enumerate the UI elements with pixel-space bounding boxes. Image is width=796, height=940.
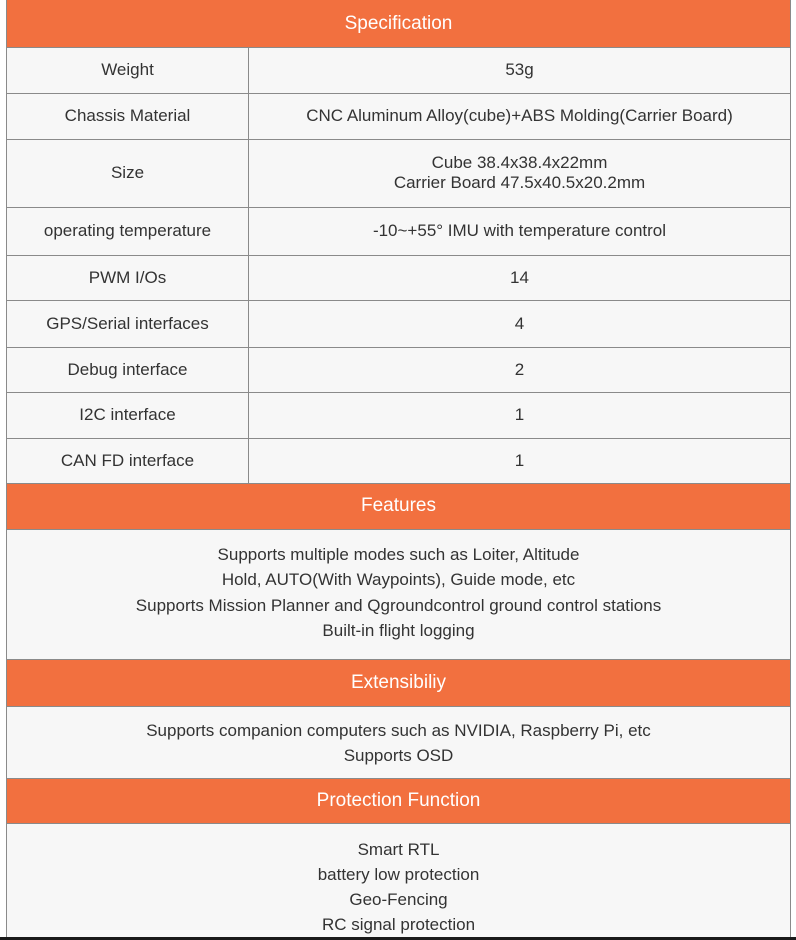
spec-label: Chassis Material xyxy=(7,93,249,139)
spec-value: -10~+55° IMU with temperature control xyxy=(249,207,791,255)
extensibility-line: Supports companion computers such as NVIDIA, Raspberry Pi, etc xyxy=(146,720,651,740)
specification-header xyxy=(7,0,790,48)
spec-label: PWM I/Os xyxy=(7,255,249,300)
spec-value: 14 xyxy=(249,255,791,300)
protection-line: Smart RTL xyxy=(357,839,440,859)
spec-value: 1 xyxy=(249,438,791,483)
protection-title: Protection Function xyxy=(316,789,481,811)
extensibility-list xyxy=(7,707,790,779)
protection-line: battery low protection xyxy=(317,864,480,884)
specification-title: Specification xyxy=(344,12,453,34)
table-row xyxy=(7,207,790,255)
spec-label: operating temperature xyxy=(7,207,249,255)
spec-label: CAN FD interface xyxy=(7,438,249,483)
spec-label: Debug interface xyxy=(7,347,249,392)
feature-line: Built-in flight logging xyxy=(322,621,475,640)
table-row xyxy=(7,392,790,438)
extensibility-title: Extensibiliy xyxy=(350,671,447,693)
spec-value: Cube 38.4x38.4x22mm Carrier Board 47.5x40.5x20.2mm xyxy=(249,139,791,207)
spec-label: Weight xyxy=(7,48,249,93)
specification-table xyxy=(7,48,790,484)
feature-line: Hold, AUTO(With Waypoints), Guide mode, etc xyxy=(221,570,576,589)
table-row xyxy=(7,438,790,483)
protection-line: RC signal protection xyxy=(321,914,476,934)
spec-label: I2C interface xyxy=(7,392,249,438)
protection-line: Geo-Fencing xyxy=(349,889,448,909)
table-row xyxy=(7,347,790,392)
extensibility-header xyxy=(7,660,790,707)
feature-line: Supports Mission Planner and Qgroundcontrol ground control stations xyxy=(135,595,662,615)
spec-value: 4 xyxy=(249,300,791,347)
spec-sheet xyxy=(6,0,791,940)
spec-value: 53g xyxy=(249,48,791,93)
spec-value: 2 xyxy=(249,347,791,392)
spec-label: Size xyxy=(7,139,249,207)
extensibility-line: Supports OSD xyxy=(343,746,454,765)
features-header xyxy=(7,484,790,530)
table-row xyxy=(7,48,790,93)
table-row xyxy=(7,300,790,347)
protection-list xyxy=(7,824,790,940)
feature-line: Supports multiple modes such as Loiter, Altitude xyxy=(217,544,580,564)
protection-header xyxy=(7,779,790,824)
table-row xyxy=(7,93,790,139)
table-row xyxy=(7,255,790,300)
features-list xyxy=(7,530,790,660)
spec-value: 1 xyxy=(249,392,791,438)
spec-value: CNC Aluminum Alloy(cube)+ABS Molding(Carrier Board) xyxy=(249,93,791,139)
spec-label: GPS/Serial interfaces xyxy=(7,300,249,347)
features-title: Features xyxy=(361,495,436,516)
table-row xyxy=(7,139,790,207)
